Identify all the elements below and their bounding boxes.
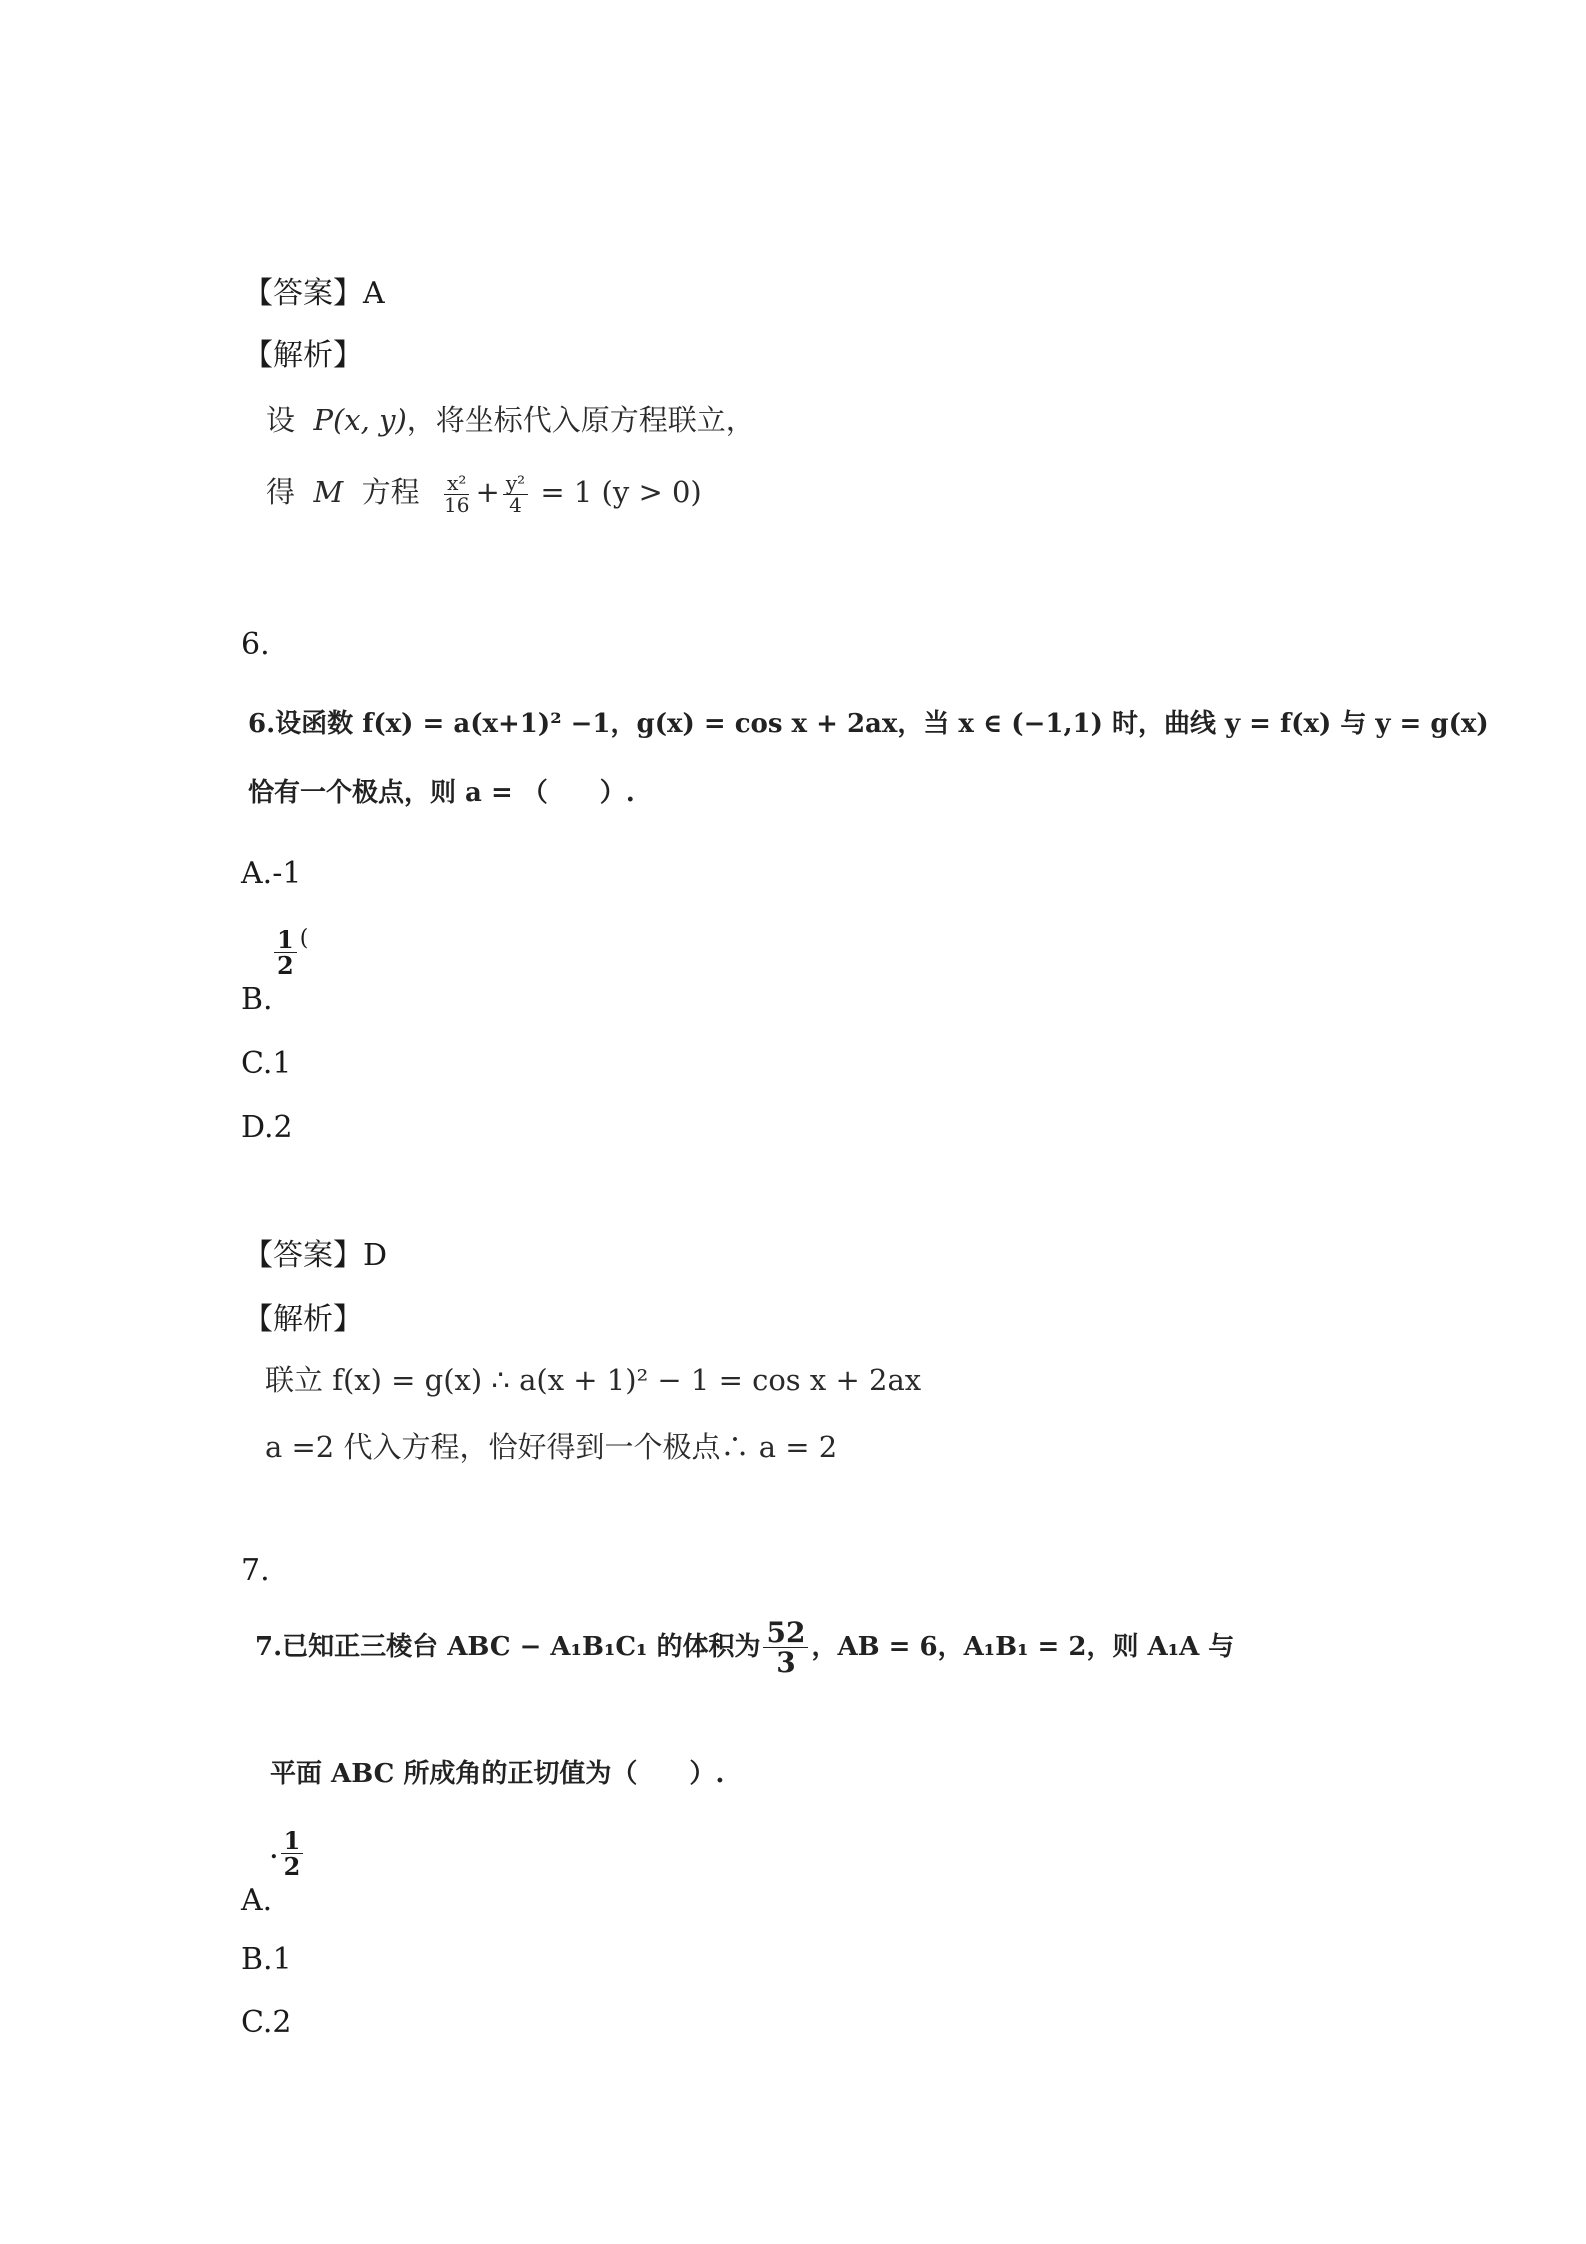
fraction-52-3: $\frac{52}{3}$ [763,1618,808,1678]
option-a-q7: A. [241,1883,273,1918]
answer-value: A [363,276,385,311]
option-c-q6: C.1 [241,1046,292,1081]
option-b-fraction-q6: $\frac{1}{2}$ ( [271,926,308,978]
solution-line-q6-1: 联立 f(x) = g(x) ∴ a(x + 1)² − 1 = cos x + 2ax [265,1363,922,1397]
answer-value: D [363,1238,388,1273]
question-6-stem-line2: 恰有一个极点，则 a = （ ）. [248,778,635,808]
question-number-7: 7. [241,1553,270,1588]
question-number-6: 6. [241,627,270,662]
option-b-q7: B.1 [241,1942,292,1977]
answer-label: 【答案】 [243,1238,363,1273]
option-a-fraction-q7: . $\frac{1}{2}$ [270,1828,306,1879]
solution-line-q5-1: 设 P(x, y)，将坐标代入原方程联立， [266,403,755,437]
option-b-stray-mark: ( [299,926,309,951]
fraction-x2-16: $\frac{\text{x²}}{16}$ [444,470,470,517]
fraction-y2-4: $\frac{\text{y²}}{4}$ [503,473,528,516]
answer-heading-q5 [243,268,385,312]
solution-line-q6-2: a =2 代入方程，恰好得到一个极点∴ a = 2 [265,1430,838,1464]
answer-label: 【答案】 [243,276,363,311]
question-6-stem-line1: 6.设函数 f(x) = a(x+1)² −1，g(x) = cos x + 2ax，当 x ∈ (−1,1) 时，曲线 y = f(x) 与 y = g(x) [248,709,1489,739]
question-7-stem-line2: 平面 ABC 所成角的正切值为（ ）. [270,1759,725,1789]
question-7-stem-line1: 7.已知正三棱台 ABC − A₁B₁C₁ 的体积为 $\frac{52}{3}$ ，AB = 6，A₁B₁ = 2，则 A₁A 与 [255,1616,1235,1680]
solution-line-q5-2: 得 M 方程 $\frac{\text{x²}}{16}$ + $\frac{\text{y²}}{4}$ = 1 (y > 0) [266,470,702,517]
option-d-q6: D.2 [241,1110,293,1145]
analysis-heading-q6: 【解析】 [243,1302,363,1337]
analysis-heading-q5: 【解析】 [243,338,363,373]
option-b-q6: B. [241,982,273,1017]
option-a-q6: A.-1 [241,856,302,891]
option-c-q7: C.2 [241,2005,292,2040]
answer-heading-q6 [243,1230,387,1274]
